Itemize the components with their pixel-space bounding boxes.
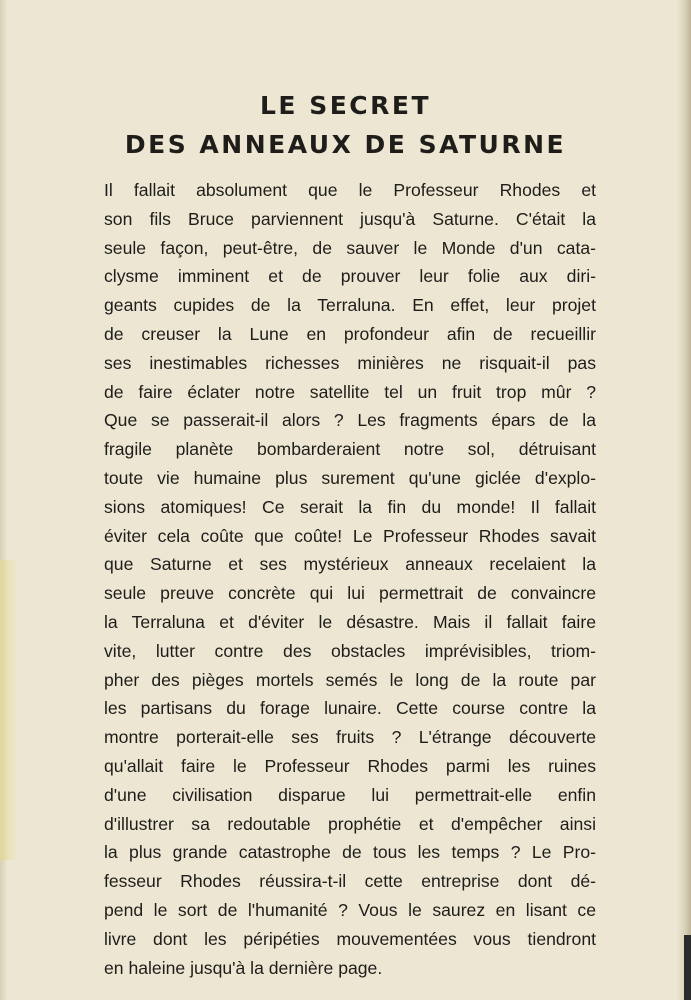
blurb-line: toute vie humaine plus surement qu'une giclée d'explo- — [104, 467, 596, 488]
blurb-line: seule preuve concrète qui lui permettrait de convaincre — [104, 583, 596, 604]
blurb-line: Que se passerait-il alors ? Les fragments épars de la — [104, 410, 596, 431]
book-title — [0, 86, 691, 164]
blurb-line: que Saturne et ses mystérieux anneaux recelaient la — [104, 554, 596, 575]
blurb-line: clysme imminent et de prouver leur folie aux diri- — [104, 266, 596, 287]
blurb-line: seule façon, peut-être, de sauver le Monde d'un cata- — [104, 237, 596, 258]
cover-corner-shadow — [684, 935, 691, 1000]
title-line-2: DES ANNEAUX DE SATURNE — [124, 130, 567, 159]
blurb-paragraph — [104, 176, 596, 982]
blurb-line-last: en haleine jusqu'à la dernière page. — [104, 957, 383, 978]
blurb-line: éviter cela coûte que coûte! Le Professeur Rhodes savait — [104, 525, 596, 546]
blurb-line: pend le sort de l'humanité ? Vous le saurez en lisant ce — [104, 899, 596, 920]
blurb-line: livre dont les péripéties mouvementées vous tiendront — [104, 928, 596, 949]
blurb-line: geants cupides de la Terraluna. En effet, leur projet — [104, 295, 596, 316]
cover-stain — [0, 560, 18, 860]
blurb-line: sions atomiques! Ce serait la fin du monde! Il fallait — [104, 496, 596, 517]
blurb-line: fragile planète bombarderaient notre sol, détruisant — [104, 439, 596, 460]
blurb-line: pher des pièges mortels semés le long de la route par — [104, 669, 596, 690]
blurb-line: d'une civilisation disparue lui permettrait-elle enfin — [104, 784, 596, 805]
blurb-line: les partisans du forage lunaire. Cette course contre la — [104, 698, 596, 719]
blurb-line: qu'allait faire le Professeur Rhodes parmi les ruines — [104, 755, 596, 776]
blurb-line: ses inestimables richesses minières ne risquait-il pas — [104, 352, 596, 373]
blurb-line: la Terraluna et d'éviter le désastre. Mais il fallait faire — [104, 611, 596, 632]
blurb-line: Il fallait absolument que le Professeur Rhodes et — [104, 180, 596, 200]
blurb-line: la plus grande catastrophe de tous les temps ? Le Pro- — [104, 842, 596, 863]
blurb-line: fesseur Rhodes réussira-t-il cette entreprise dont dé- — [104, 871, 596, 892]
blurb-line: montre porterait-elle ses fruits ? L'étrange découverte — [104, 727, 596, 748]
blurb-line: d'illustrer sa redoutable prophétie et d'empêcher ainsi — [104, 813, 596, 834]
title-line-1: LE SECRET — [259, 91, 432, 120]
blurb-line: de creuser la Lune en profondeur afin de recueillir — [104, 323, 596, 344]
blurb-line: vite, lutter contre des obstacles imprévisibles, triom- — [104, 640, 596, 661]
blurb-line: de faire éclater notre satellite tel un fruit trop mûr ? — [104, 381, 596, 402]
blurb-line: son fils Bruce parviennent jusqu'à Saturne. C'était la — [104, 208, 596, 229]
